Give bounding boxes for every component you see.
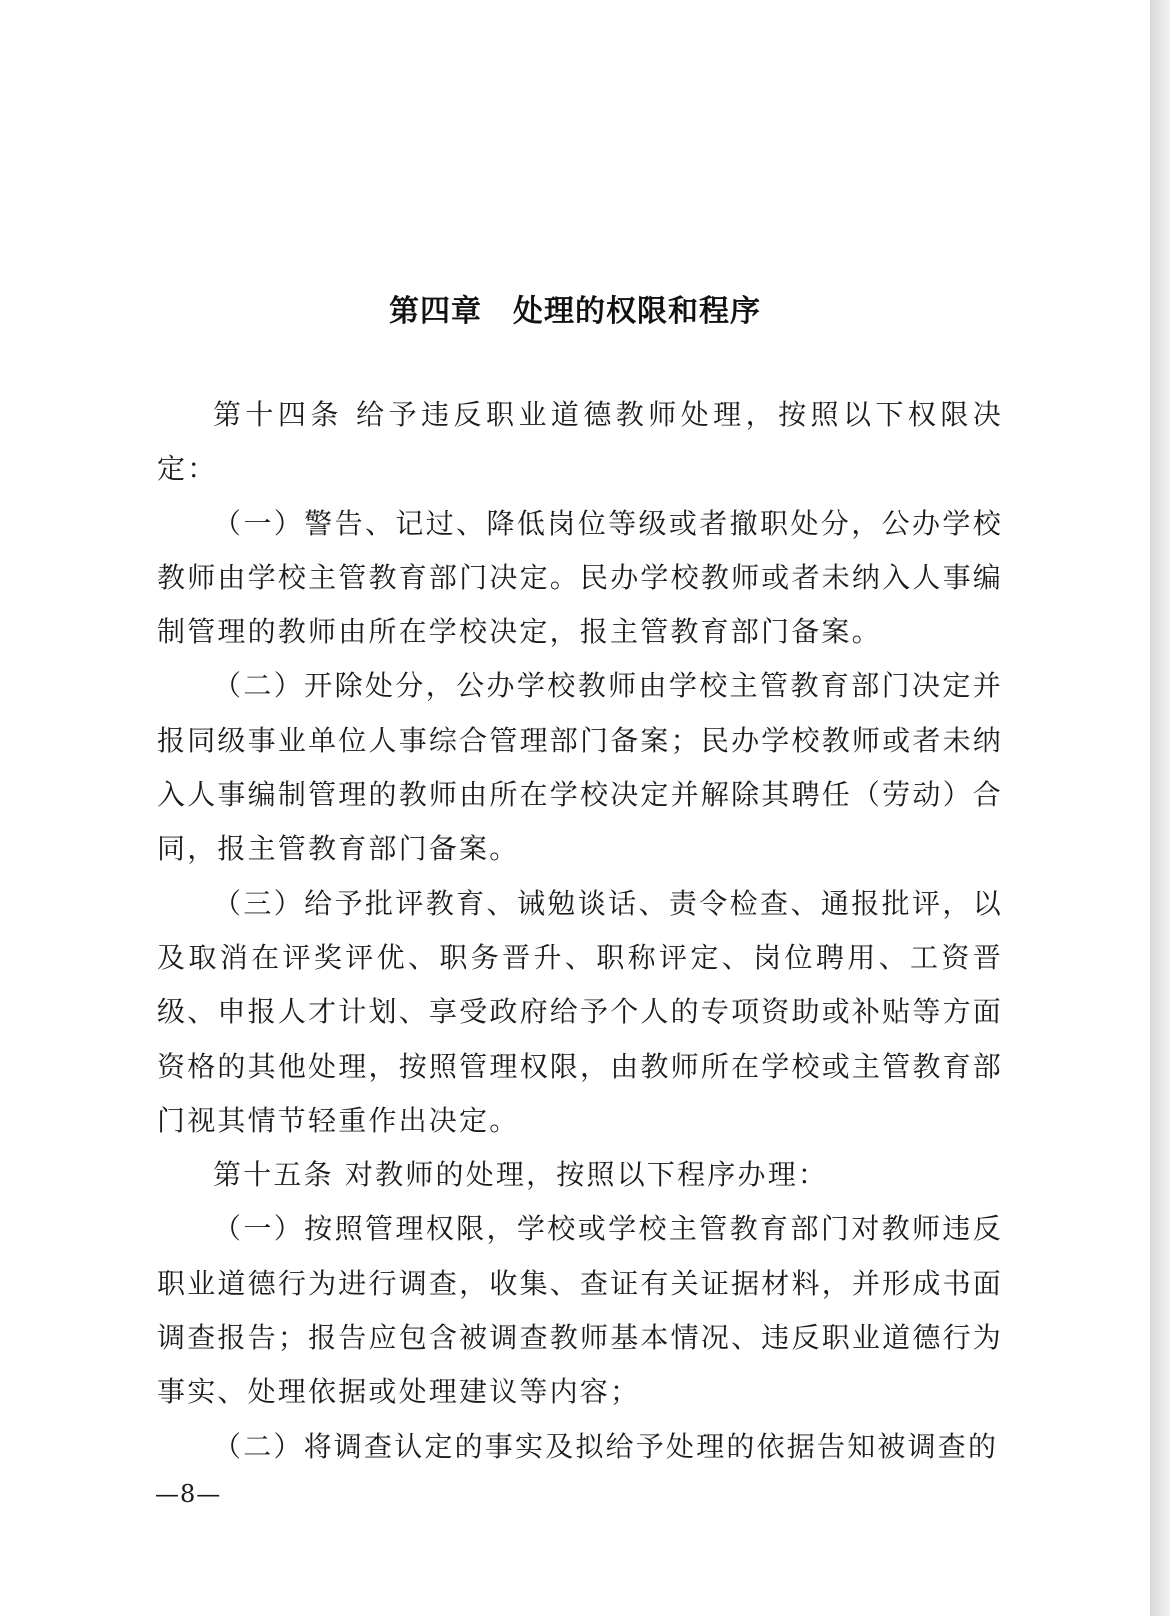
chapter-title: 第四章 处理的权限和程序: [389, 294, 761, 329]
article-14-item-1: （一）警告、记过、降低岗位等级或者撤职处分，公办学校教师由学校主管教育部门决定。民办学校教师或者未纳入人事编制管理的教师由所在学校决定，报主管教育部门备案。: [157, 506, 1003, 649]
article-15-heading: 第十五条 对教师的处理，按照以下程序办理：: [213, 1158, 829, 1192]
article-15-item-2: （二）将调查认定的事实及拟给予处理的依据告知被调查的: [213, 1429, 999, 1463]
document-body: [157, 388, 1003, 1474]
article-14-item-3: （三）给予批评教育、诫勉谈话、责令检查、通报批评，以及取消在评奖评优、职务晋升、职称评定、岗位聘用、工资晋级、申报人才计划、享受政府给予个人的专项资助或补贴等方面资格的其他处理，按照管理权限，由教师所在学校或主管教育部门视其情节轻重作出决定。: [157, 886, 1003, 1137]
article-14-heading: 第十四条 给予违反职业道德教师处理，按照以下权限决定：: [157, 398, 1003, 486]
article-14-item-2: （二）开除处分，公办学校教师由学校主管教育部门决定并报同级事业单位人事综合管理部门备案；民办学校教师或者未纳入人事编制管理的教师由所在学校决定并解除其聘任（劳动）合同，报主管教育部门备案。: [157, 669, 1003, 866]
page-edge-shadow: [1150, 0, 1170, 1616]
article-15-item-1: （一）按照管理权限，学校或学校主管教育部门对教师违反职业道德行为进行调查，收集、查证有关证据材料，并形成书面调查报告；报告应包含被调查教师基本情况、违反职业道德行为事实、处理依据或处理建议等内容；: [157, 1212, 1003, 1409]
page-number: —8—: [155, 1480, 222, 1508]
